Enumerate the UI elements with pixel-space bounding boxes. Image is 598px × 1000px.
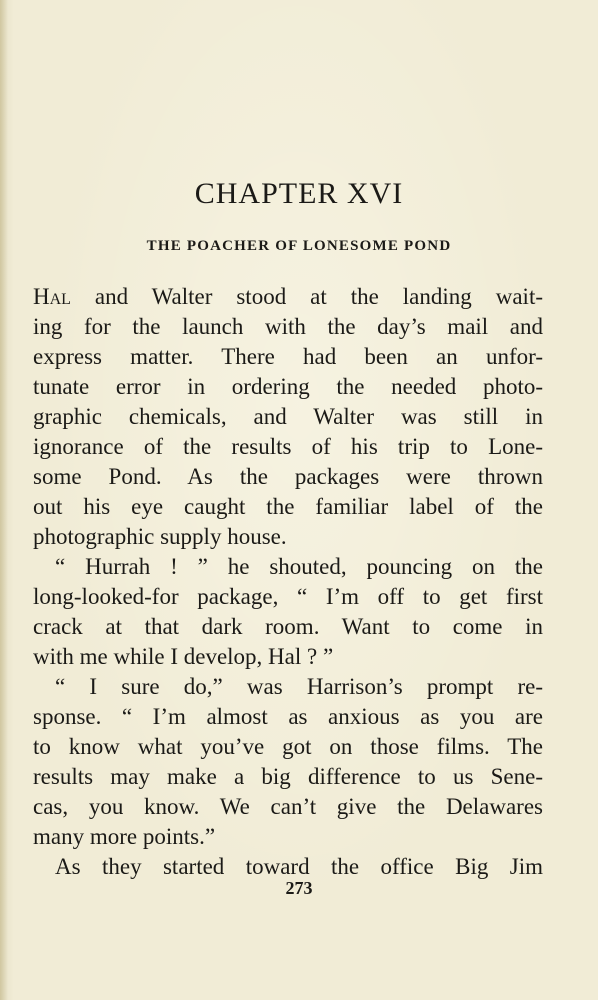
text-line: sponse. “ I’m almost as anxious as you are — [33, 704, 543, 729]
text-line: cas, you know. We can’t give the Delawares — [33, 794, 543, 819]
text-line: some Pond. As the packages were thrown — [33, 464, 543, 489]
text-line: graphic chemicals, and Walter was still in — [33, 404, 543, 429]
text-line: “ I sure do,” was Harrison’s prompt re- — [55, 674, 543, 699]
text-line: tunate error in ordering the needed photo- — [33, 374, 543, 399]
opening-word: Hal — [33, 284, 71, 309]
page-binding-edge — [0, 0, 8, 1000]
text-line: “ Hurrah ! ” he shouted, pouncing on the — [55, 554, 543, 579]
text-line: to know what you’ve got on those films. The — [33, 734, 543, 759]
text-line: photographic supply house. — [33, 524, 287, 549]
text-line: ignorance of the results of his trip to Lone- — [33, 434, 543, 459]
text-line: with me while I develop, Hal ? ” — [33, 644, 334, 669]
text-line: results may make a big difference to us Sene- — [33, 764, 543, 789]
text-line-content: and Walter stood at the landing wait- — [70, 284, 543, 309]
page-number: 273 — [285, 878, 313, 898]
chapter-title: THE POACHER OF LONESOME POND — [146, 238, 452, 254]
text-line: out his eye caught the familiar label of the — [33, 494, 543, 519]
text-line: many more points.” — [33, 824, 216, 849]
text-line — [33, 282, 543, 312]
text-line: ing for the launch with the day’s mail and — [33, 314, 543, 339]
text-line: crack at that dark room. Want to come in — [33, 614, 543, 639]
text-line: As they started toward the office Big Jim — [55, 854, 543, 879]
text-line: express matter. There had been an unfor- — [33, 344, 543, 369]
chapter-heading: CHAPTER XVI — [194, 177, 404, 210]
text-line: long-looked-for package, “ I’m off to get first — [33, 584, 543, 609]
